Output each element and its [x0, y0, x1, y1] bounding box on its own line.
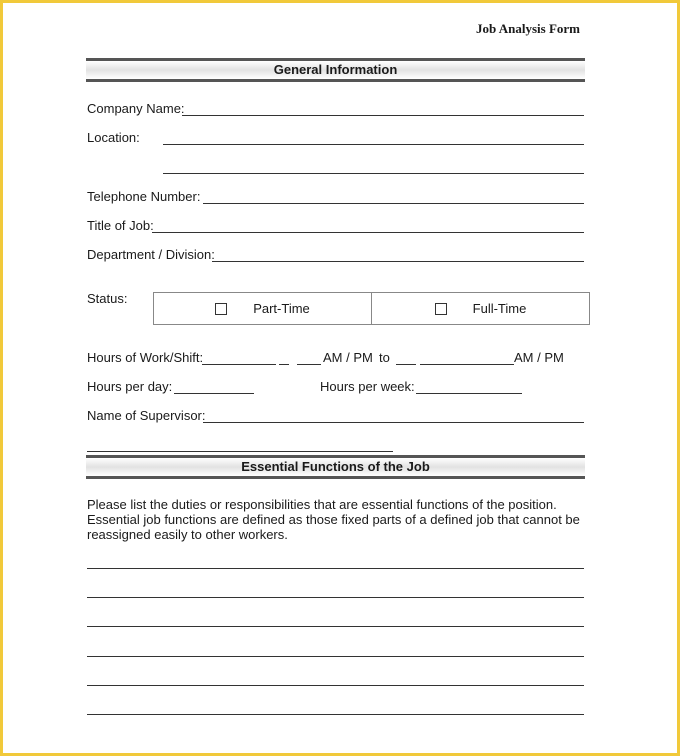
hours-per-day-label: Hours per day: — [87, 379, 173, 394]
company-name-label: Company Name: — [87, 101, 185, 116]
hours-shift-label: Hours of Work/Shift: — [87, 350, 204, 365]
answer-line[interactable] — [87, 568, 584, 569]
answer-line[interactable] — [87, 597, 584, 598]
form-page — [3, 3, 677, 753]
answer-line[interactable] — [87, 714, 584, 715]
full-time-label: Full-Time — [472, 301, 527, 316]
full-time-checkbox[interactable] — [435, 303, 447, 315]
department-label: Department / Division: — [87, 247, 215, 262]
supervisor-label: Name of Supervisor: — [87, 408, 206, 423]
answer-line[interactable] — [87, 656, 584, 657]
job-title-field[interactable] — [152, 232, 584, 233]
answer-line[interactable] — [87, 626, 584, 627]
department-field[interactable] — [212, 261, 584, 262]
status-part-time-cell[interactable] — [154, 293, 371, 324]
document-title: Job Analysis Form — [475, 21, 580, 36]
answer-line[interactable] — [87, 685, 584, 686]
job-title-label: Title of Job: — [87, 218, 154, 233]
supervisor-field-line-2[interactable] — [87, 451, 393, 452]
section-header-essential: Essential Functions of the Job — [86, 455, 585, 479]
telephone-field[interactable] — [203, 203, 584, 204]
shift-start-field[interactable] — [202, 364, 276, 365]
location-field-line-1[interactable] — [163, 144, 584, 145]
am-pm-label-1: AM / PM — [323, 350, 373, 365]
telephone-label: Telephone Number: — [87, 189, 201, 204]
section-header-general: General Information — [86, 58, 585, 82]
company-name-field[interactable] — [182, 115, 584, 116]
instructions-paragraph: Please list the duties or responsibilities that are essential functions of the position. Essential job functions are defined as those fixed parts of a defined job that cannot be reassigned easily to other workers. — [87, 497, 580, 542]
part-time-checkbox[interactable] — [215, 303, 227, 315]
am-pm-label-2: AM / PM — [514, 350, 564, 365]
hours-per-week-field[interactable] — [416, 393, 522, 394]
shift-start-field-extra-2 — [297, 364, 321, 365]
hours-per-day-field[interactable] — [174, 393, 254, 394]
status-label: Status: — [87, 291, 128, 306]
status-full-time-cell[interactable] — [371, 293, 589, 324]
shift-start-field-extra — [279, 364, 289, 365]
status-options-table — [153, 292, 590, 325]
shift-end-field-prefix — [396, 364, 416, 365]
location-label: Location: — [87, 130, 140, 145]
location-field-line-2[interactable] — [163, 173, 584, 174]
part-time-label: Part-Time — [253, 301, 310, 316]
shift-end-field[interactable] — [420, 364, 514, 365]
supervisor-field[interactable] — [203, 422, 584, 423]
hours-per-week-label: Hours per week: — [320, 379, 415, 394]
to-label: to — [379, 350, 390, 365]
